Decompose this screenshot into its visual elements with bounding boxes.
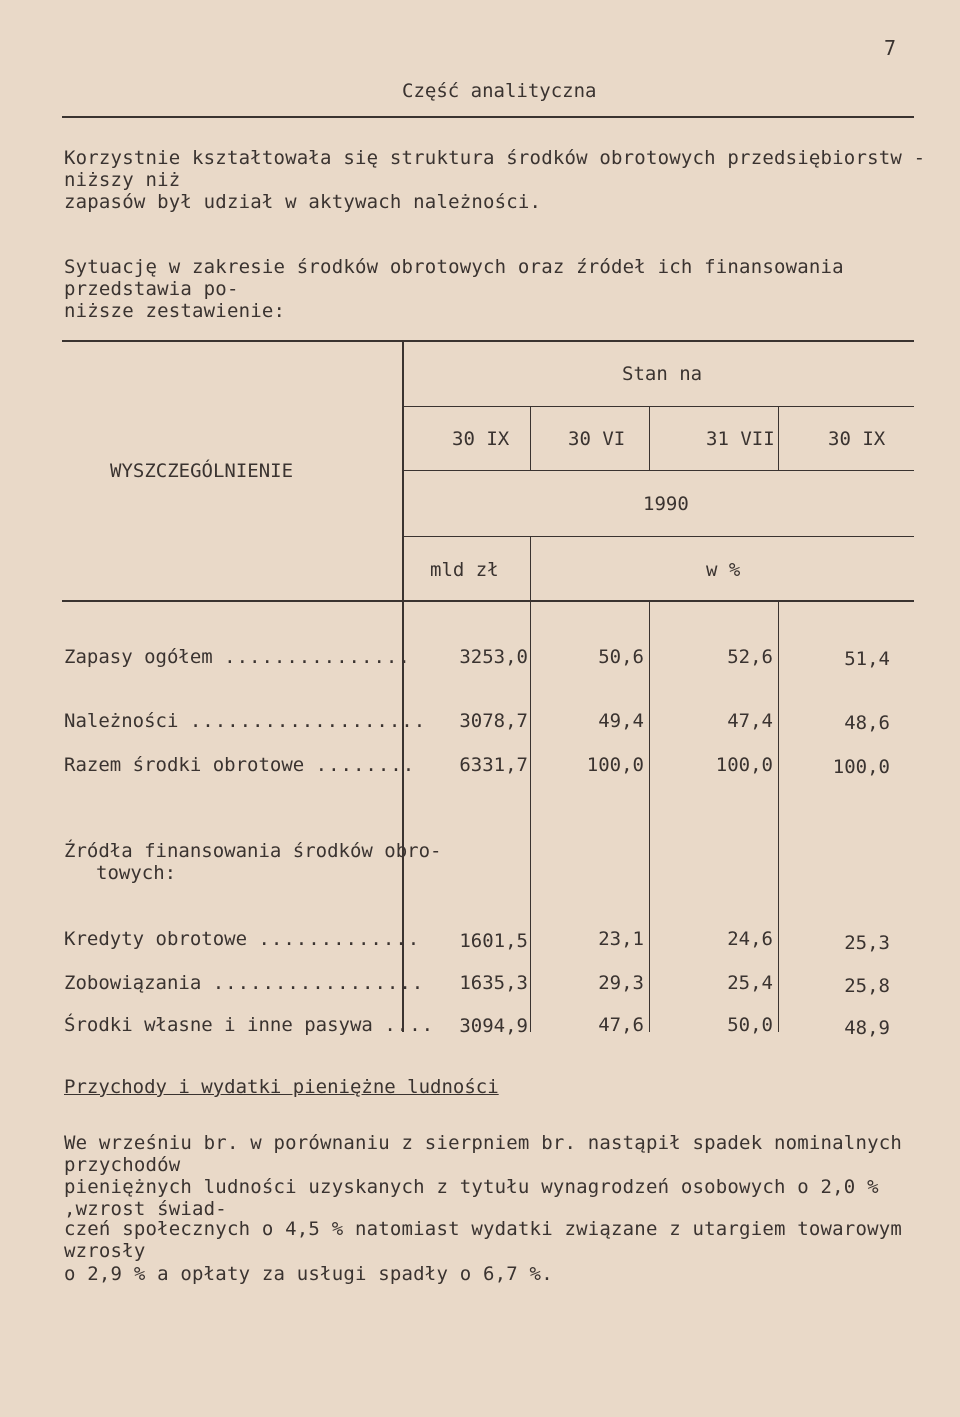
page-number: 7	[884, 36, 897, 60]
cell-razem-3: 100,0	[715, 754, 773, 776]
sources-label-2: towych:	[96, 862, 177, 884]
title-rule	[62, 116, 914, 118]
cell-srodki-wlasne-2: 47,6	[598, 1014, 644, 1036]
cell-zapasy-3: 52,6	[727, 646, 773, 668]
year-header: 1990	[643, 493, 689, 515]
cell-razem-4: 100,0	[832, 756, 890, 778]
income-line-3: czeń społecznych o 4,5 % natomiast wydatki związane z utargiem towarowym wzrosły	[64, 1218, 903, 1262]
col-div-1-top	[530, 406, 531, 470]
row-label-razem: Razem środki obrotowe ........	[64, 754, 416, 776]
cell-naleznosci-4: 48,6	[844, 712, 890, 734]
cell-zobowiazania-1: 1635,3	[459, 972, 528, 994]
income-line-1: We wrześniu br. w porównaniu z sierpniem br. nastąpił spadek nominalnych przychodów	[64, 1132, 903, 1176]
unit-mld: mld zł	[430, 559, 499, 581]
cell-zobowiazania-4: 25,8	[844, 975, 890, 997]
cell-zapasy-1: 3253,0	[459, 646, 528, 668]
cell-srodki-wlasne-3: 50,0	[727, 1014, 773, 1036]
cell-naleznosci-1: 3078,7	[459, 710, 528, 732]
row-label-zobowiazania: Zobowiązania .................	[64, 972, 425, 994]
date-col-3: 31 VII	[706, 428, 775, 450]
cell-srodki-wlasne-4: 48,9	[844, 1017, 890, 1039]
header-bottom-rule	[62, 600, 914, 602]
cell-zobowiazania-2: 29,3	[598, 972, 644, 994]
header-rule-3	[404, 536, 914, 537]
row-label-kredyty: Kredyty obrotowe .............	[64, 928, 421, 950]
date-col-1: 30 IX	[452, 428, 510, 450]
cell-srodki-wlasne-1: 3094,9	[459, 1015, 528, 1037]
stub-header: WYSZCZEGÓLNIENIE	[110, 460, 294, 482]
cell-razem-2: 100,0	[586, 754, 644, 776]
section-title: Część analityczna	[402, 80, 597, 102]
col-div-3	[778, 602, 779, 1032]
cell-zobowiazania-3: 25,4	[727, 972, 773, 994]
row-label-naleznosci: Należności ...................	[64, 710, 427, 732]
cell-kredyty-4: 25,3	[844, 932, 890, 954]
row-label-srodki-wlasne: Środki własne i inne pasywa ....	[64, 1014, 435, 1036]
cell-kredyty-2: 23,1	[598, 928, 644, 950]
header-rule-2	[404, 470, 914, 471]
income-section-title: Przychody i wydatki pieniężne ludności	[64, 1076, 499, 1098]
cell-zapasy-4: 51,4	[844, 648, 890, 670]
table-top-rule	[62, 340, 914, 342]
date-col-2: 30 VI	[568, 428, 626, 450]
cell-kredyty-1: 1601,5	[459, 930, 528, 952]
col-div-3-top	[778, 406, 779, 470]
unit-pct: w %	[706, 559, 741, 581]
intro-line-2: zapasów był udział w aktywach należności.	[64, 191, 542, 213]
col-div-1	[530, 536, 531, 1032]
col-div-2	[649, 602, 650, 1032]
stan-na-header: Stan na	[622, 363, 703, 385]
header-rule-1	[404, 406, 914, 407]
income-line-4: o 2,9 % a opłaty za usługi spadły o 6,7 %.	[64, 1263, 553, 1285]
intro-line-1: Korzystnie kształtowała się struktura środków obrotowych przedsiębiorstw - niższy niż	[64, 147, 926, 191]
cell-naleznosci-3: 47,4	[727, 710, 773, 732]
cell-kredyty-3: 24,6	[727, 928, 773, 950]
cell-razem-1: 6331,7	[459, 754, 528, 776]
intro-line-4: niższe zestawienie:	[64, 300, 286, 322]
cell-naleznosci-2: 49,4	[598, 710, 644, 732]
intro-line-3: Sytuację w zakresie środków obrotowych oraz źródeł ich finansowania przedstawia po-	[64, 256, 844, 300]
cell-zapasy-2: 50,6	[598, 646, 644, 668]
income-line-2: pieniężnych ludności uzyskanych z tytułu wynagrodzeń osobowych o 2,0 % ,wzrost świad-	[64, 1176, 879, 1220]
sources-label-1: Źródła finansowania środków obro-	[64, 840, 442, 862]
date-col-4: 30 IX	[828, 428, 886, 450]
row-label-zapasy: Zapasy ogółem ...............	[64, 646, 411, 668]
col-div-2-top	[649, 406, 650, 470]
